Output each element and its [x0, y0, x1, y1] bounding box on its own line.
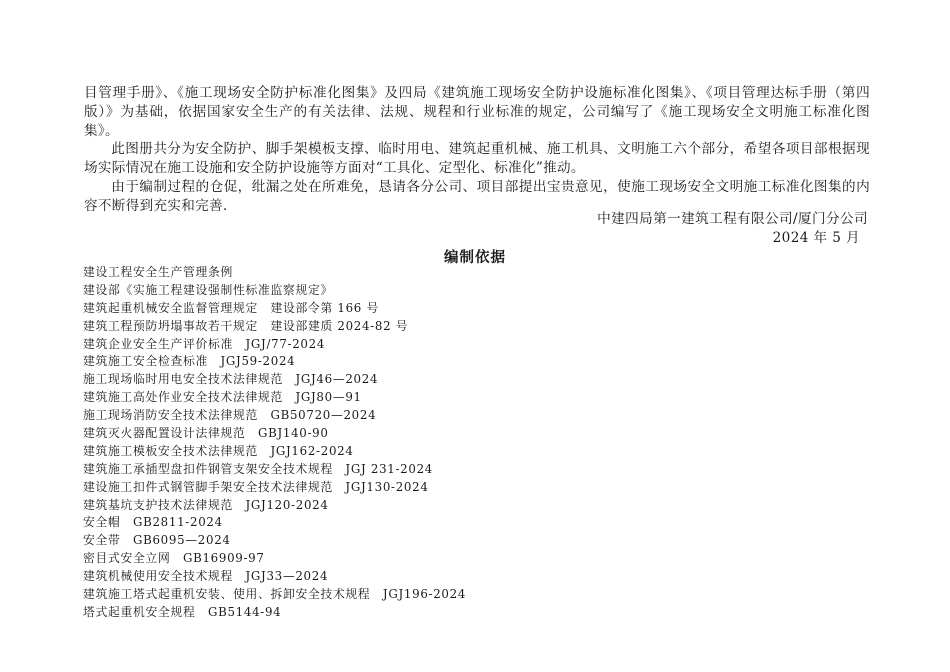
basis-item: 建设工程安全生产管理条例: [83, 265, 233, 279]
basis-item: 建筑起重机械安全监督管理规定 建设部令第 166 号: [83, 300, 379, 315]
basis-item: 建筑施工模板安全技术法律规范 JGJ162-2024: [83, 443, 354, 458]
basis-item: 建筑企业安全生产评价标准 JGJ/77-2024: [83, 336, 326, 351]
basis-item: 施工现场临时用电安全技术法律规范 JGJ46—2024: [83, 372, 379, 387]
basis-item: 塔式起重机安全规程 GB5144-94: [83, 604, 282, 619]
basis-item: 建筑施工塔式起重机安装、使用、拆卸安全技术规程 JGJ196-2024: [83, 587, 467, 602]
basis-item: 建筑施工安全检查标准 JGJ59-2024: [83, 354, 296, 369]
intro-paragraph: 由于编制过程的仓促，纰漏之处在所难免，恳请各分公司、项目部提出宝贵意见，使施工现场安全文明施工标准化图集的内容不断得到充实和完善.: [84, 178, 870, 214]
basis-item: 施工现场消防安全技术法律规范 GB50720—2024: [83, 408, 377, 423]
basis-item: 建筑机械使用安全技术规程 JGJ33—2024: [83, 569, 329, 584]
basis-item: 建筑基坑支护技术法律规范 JGJ120-2024: [83, 497, 329, 512]
basis-item: 安全帽 GB2811-2024: [83, 515, 223, 530]
signature-block: [597, 210, 868, 248]
basis-list: [83, 264, 466, 622]
signature-date: 2024 年 5 月: [772, 230, 860, 246]
basis-item: 建筑施工承插型盘扣件钢管支架安全技术规程 JGJ 231-2024: [83, 461, 433, 476]
basis-item: 密目式安全立网 GB16909-97: [83, 551, 265, 566]
basis-item: 安全带 GB6095—2024: [83, 533, 231, 548]
signature-organization: 中建四局第一建筑工程有限公司/厦门分公司: [597, 211, 868, 227]
basis-item: 建设部《实施工程建设强制性标准监察规定》: [83, 282, 333, 297]
basis-item: 建筑工程预防坍塌事故若干规定 建设部建质 2024-82 号: [83, 318, 409, 333]
intro-paragraph: 此图册共分为安全防护、脚手架模板支撑、临时用电、建筑起重机械、施工机具、文明施工六个部分，希望各项目部根据现场实际情况在施工设施和安全防护设施等方面对“工具化、定型化、标准化”推动。: [84, 141, 870, 177]
section-title: 编制依据: [444, 250, 506, 266]
basis-item: 建设施工扣件式钢管脚手架安全技术法律规范 JGJ130-2024: [83, 479, 429, 494]
basis-item: 建筑灭火器配置设计法律规范 GBJ140-90: [83, 426, 329, 441]
basis-item: 建筑施工高处作业安全技术法律规范 JGJ80—91: [83, 390, 362, 405]
intro-text: [84, 84, 870, 216]
intro-paragraph: 目管理手册》、《施工现场安全防护标准化图集》及四局《建筑施工现场安全防护设施标准化图集》、《项目管理达标手册（第四版）》为基础，依据国家安全生产的有关法律、法规、规程和行业标准的规定，公司编写了《施工现场安全文明施工标准化图集》。: [84, 85, 870, 139]
